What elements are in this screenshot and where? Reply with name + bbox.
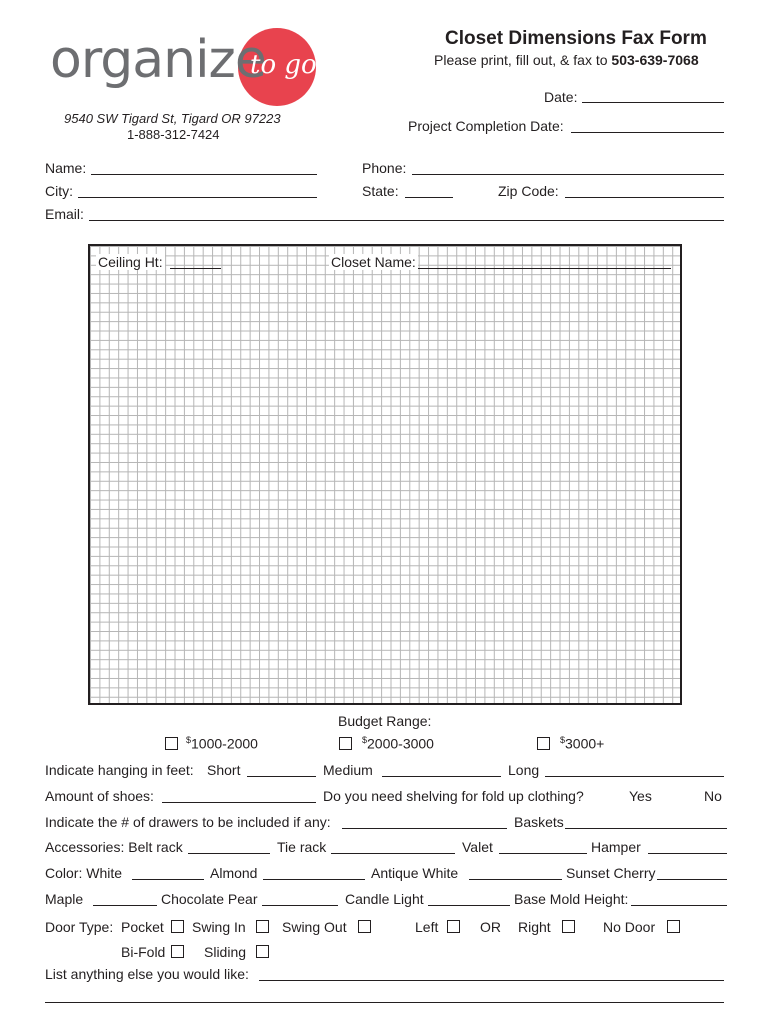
tie-rack-field[interactable] — [331, 853, 455, 854]
shelving-question: Do you need shelving for fold up clothing? — [323, 788, 584, 804]
completion-date-field[interactable] — [571, 132, 724, 133]
right-label: Right — [518, 919, 551, 935]
currency-symbol: $ — [186, 735, 192, 745]
shoes-field[interactable] — [162, 802, 316, 803]
email-field[interactable] — [89, 220, 724, 221]
budget-3000-checkbox[interactable] — [537, 737, 550, 750]
shoes-label: Amount of shoes: — [45, 788, 154, 804]
budget-option-label: 1000-2000 — [191, 735, 258, 752]
hanging-medium-field[interactable] — [382, 776, 501, 777]
tie-rack-label: Tie rack — [277, 839, 327, 855]
city-label: City: — [45, 183, 73, 199]
budget-option-label: 2000-3000 — [367, 735, 434, 752]
sliding-checkbox[interactable] — [256, 945, 269, 958]
door-type-label: Door Type: — [45, 919, 114, 935]
fax-instruction — [434, 52, 699, 68]
or-label: OR — [480, 919, 501, 935]
ceiling-height-label: Ceiling Ht: — [98, 254, 163, 270]
logo-tagline: to go — [250, 50, 317, 80]
candle-light-label: Candle Light — [345, 891, 424, 907]
phone-label: Phone: — [362, 160, 407, 176]
extra-requests-label: List anything else you would like: — [45, 966, 249, 982]
maple-label: Maple — [45, 891, 84, 907]
extra-requests-field[interactable] — [259, 980, 724, 981]
pocket-label: Pocket — [121, 919, 164, 935]
white-field[interactable] — [132, 879, 204, 880]
pocket-checkbox[interactable] — [171, 920, 184, 933]
maple-field[interactable] — [93, 905, 157, 906]
almond-field[interactable] — [263, 879, 365, 880]
shelving-yes[interactable]: Yes — [629, 788, 652, 804]
accessories-label: Accessories: Belt rack — [45, 839, 183, 855]
almond-label: Almond — [210, 865, 258, 881]
form-title: Closet Dimensions Fax Form — [445, 28, 707, 49]
valet-label: Valet — [462, 839, 493, 855]
budget-2000-checkbox[interactable] — [339, 737, 352, 750]
baskets-field[interactable] — [565, 828, 727, 829]
drawers-field[interactable] — [342, 828, 507, 829]
left-checkbox[interactable] — [447, 920, 460, 933]
hanging-label: Indicate hanging in feet: — [45, 762, 194, 778]
swing-out-checkbox[interactable] — [358, 920, 371, 933]
company-address: 9540 SW Tigard St, Tigard OR 97223 — [64, 111, 281, 126]
sunset-cherry-label: Sunset Cherry — [566, 865, 656, 881]
budget-option-2 — [362, 735, 434, 752]
currency-symbol: $ — [362, 735, 368, 745]
hanging-long-label: Long — [508, 762, 540, 778]
instruction-text: Please print, fill out, & fax to — [434, 52, 612, 68]
bifold-checkbox[interactable] — [171, 945, 184, 958]
budget-option-3 — [560, 735, 604, 752]
sunset-cherry-field[interactable] — [657, 879, 727, 880]
no-door-checkbox[interactable] — [667, 920, 680, 933]
budget-1000-checkbox[interactable] — [165, 737, 178, 750]
ceiling-height-field[interactable] — [170, 268, 221, 269]
candle-light-field[interactable] — [428, 905, 510, 906]
right-checkbox[interactable] — [562, 920, 575, 933]
state-label: State: — [362, 183, 399, 199]
swing-in-checkbox[interactable] — [256, 920, 269, 933]
drawers-label: Indicate the # of drawers to be included if any: — [45, 814, 331, 830]
shelving-no[interactable]: No — [704, 788, 722, 804]
hamper-field[interactable] — [648, 853, 727, 854]
belt-rack-field[interactable] — [188, 853, 270, 854]
bifold-label: Bi-Fold — [121, 944, 166, 960]
company-phone: 1-888-312-7424 — [127, 127, 220, 142]
date-field[interactable] — [582, 102, 724, 103]
name-label: Name: — [45, 160, 87, 176]
base-mold-label: Base Mold Height: — [514, 891, 629, 907]
name-field[interactable] — [91, 174, 317, 175]
swing-in-label: Swing In — [192, 919, 246, 935]
color-label: Color: White — [45, 865, 123, 881]
zip-field[interactable] — [565, 197, 724, 198]
date-label: Date: — [544, 89, 578, 105]
hamper-label: Hamper — [591, 839, 641, 855]
base-mold-field[interactable] — [631, 905, 727, 906]
valet-field[interactable] — [499, 853, 587, 854]
logo-wordmark: organize — [50, 30, 266, 90]
city-field[interactable] — [78, 197, 317, 198]
phone-field[interactable] — [412, 174, 724, 175]
left-label: Left — [415, 919, 439, 935]
budget-option-1 — [186, 735, 258, 752]
budget-option-label: 3000+ — [565, 735, 605, 752]
closet-name-label: Closet Name: — [331, 254, 416, 270]
swing-out-label: Swing Out — [282, 919, 347, 935]
state-field[interactable] — [405, 197, 453, 198]
hanging-medium-label: Medium — [323, 762, 373, 778]
email-label: Email: — [45, 206, 84, 222]
sliding-label: Sliding — [204, 944, 247, 960]
zip-label: Zip Code: — [498, 183, 559, 199]
fax-number: 503-639-7068 — [611, 52, 699, 68]
closet-name-field[interactable] — [418, 268, 671, 269]
baskets-label: Baskets — [514, 814, 564, 830]
budget-label: Budget Range: — [338, 713, 432, 729]
extra-requests-field-2[interactable] — [45, 1002, 724, 1003]
hanging-long-field[interactable] — [545, 776, 724, 777]
completion-date-label: Project Completion Date: — [408, 118, 564, 134]
antique-white-field[interactable] — [469, 879, 562, 880]
chocolate-pear-field[interactable] — [262, 905, 338, 906]
chocolate-pear-label: Chocolate Pear — [161, 891, 258, 907]
closet-sketch-grid[interactable] — [88, 244, 682, 705]
no-door-label: No Door — [603, 919, 656, 935]
hanging-short-field[interactable] — [247, 776, 316, 777]
currency-symbol: $ — [560, 735, 566, 745]
antique-white-label: Antique White — [371, 865, 459, 881]
hanging-short-label: Short — [207, 762, 241, 778]
